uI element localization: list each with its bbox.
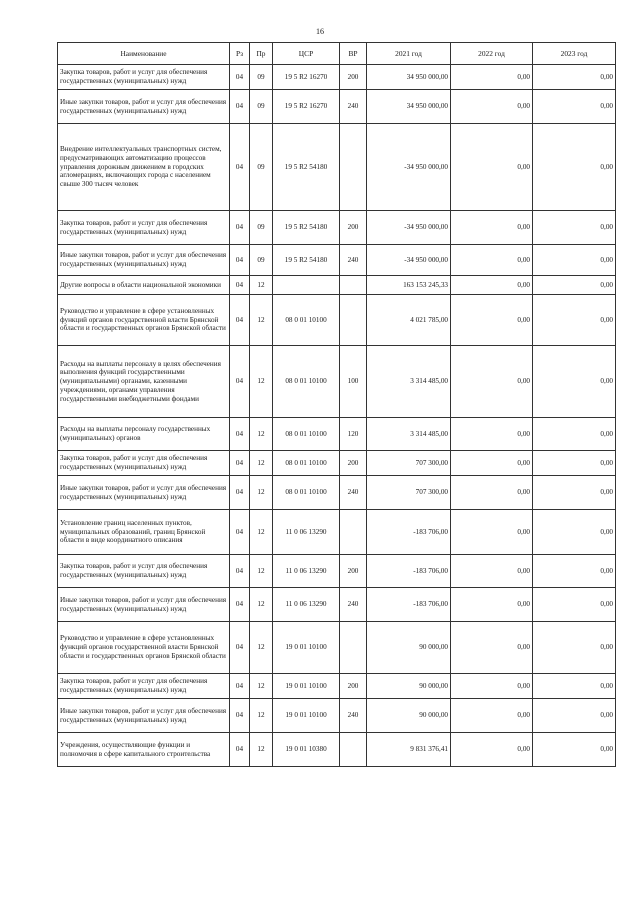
row-pr-cell: 09 xyxy=(250,90,273,124)
row-2023-cell: 0,00 xyxy=(533,674,616,699)
row-pr-cell: 09 xyxy=(250,245,273,276)
row-name-cell: Закупка товаров, работ и услуг для обеспечения государственных (муниципальных) нужд xyxy=(58,674,230,699)
row-csr-cell: 11 0 06 13290 xyxy=(273,510,340,555)
table-row xyxy=(58,65,616,90)
row-name-cell: Другие вопросы в области национальной экономики xyxy=(58,276,230,295)
row-vr-cell xyxy=(340,733,367,767)
row-2021-cell: 90 000,00 xyxy=(367,622,451,674)
row-2022-cell: 0,00 xyxy=(451,588,533,622)
row-2021-cell: 707 300,00 xyxy=(367,451,451,476)
row-name-cell: Иные закупки товаров, работ и услуг для обеспечения государственных (муниципальных) нужд xyxy=(58,476,230,510)
row-2021-cell: -183 706,00 xyxy=(367,555,451,588)
header-2023: 2023 год xyxy=(533,43,616,65)
table-row xyxy=(58,699,616,733)
row-csr-cell: 19 5 R2 16270 xyxy=(273,65,340,90)
row-vr-cell: 240 xyxy=(340,699,367,733)
row-2022-cell: 0,00 xyxy=(451,346,533,418)
row-name-cell: Расходы на выплаты персоналу в целях обеспечения выполнения функций государственными (муниципальными) органами, казенными учреждениями, органами управления государственными внебюджетными фондами xyxy=(58,346,230,418)
row-csr-cell: 19 0 01 10100 xyxy=(273,622,340,674)
row-pr-cell: 12 xyxy=(250,622,273,674)
row-rz-cell: 04 xyxy=(230,295,250,346)
header-2022: 2022 год xyxy=(451,43,533,65)
row-csr-cell: 19 0 01 10100 xyxy=(273,699,340,733)
row-2023-cell: 0,00 xyxy=(533,418,616,451)
row-rz-cell: 04 xyxy=(230,510,250,555)
row-csr-cell: 19 5 R2 54180 xyxy=(273,245,340,276)
header-rz: Рз xyxy=(230,43,250,65)
row-rz-cell: 04 xyxy=(230,622,250,674)
row-rz-cell: 04 xyxy=(230,699,250,733)
row-csr-cell: 08 0 01 10100 xyxy=(273,346,340,418)
row-csr-cell: 11 0 06 13290 xyxy=(273,588,340,622)
row-pr-cell: 12 xyxy=(250,418,273,451)
row-2023-cell: 0,00 xyxy=(533,211,616,245)
table-row xyxy=(58,733,616,767)
row-pr-cell: 09 xyxy=(250,124,273,211)
row-pr-cell: 12 xyxy=(250,674,273,699)
row-2021-cell: 4 021 785,00 xyxy=(367,295,451,346)
row-2023-cell: 0,00 xyxy=(533,346,616,418)
row-2023-cell: 0,00 xyxy=(533,276,616,295)
row-pr-cell: 12 xyxy=(250,555,273,588)
row-name-cell: Иные закупки товаров, работ и услуг для обеспечения государственных (муниципальных) нужд xyxy=(58,699,230,733)
row-vr-cell xyxy=(340,622,367,674)
row-csr-cell: 08 0 01 10100 xyxy=(273,295,340,346)
row-rz-cell: 04 xyxy=(230,674,250,699)
row-name-cell: Внедрение интеллектуальных транспортных систем, предусматривающих автоматизацию процессов управления дорожным движением в городских агломерациях, включающих города с населением свыше 300 тысяч человек xyxy=(58,124,230,211)
row-csr-cell: 19 0 01 10100 xyxy=(273,674,340,699)
row-2022-cell: 0,00 xyxy=(451,674,533,699)
row-vr-cell: 240 xyxy=(340,245,367,276)
row-rz-cell: 04 xyxy=(230,211,250,245)
row-2022-cell: 0,00 xyxy=(451,276,533,295)
row-2021-cell: 34 950 000,00 xyxy=(367,90,451,124)
row-name-cell: Закупка товаров, работ и услуг для обеспечения государственных (муниципальных) нужд xyxy=(58,211,230,245)
row-2022-cell: 0,00 xyxy=(451,418,533,451)
row-2021-cell: -34 950 000,00 xyxy=(367,245,451,276)
row-name-cell: Иные закупки товаров, работ и услуг для обеспечения государственных (муниципальных) нужд xyxy=(58,588,230,622)
row-2021-cell: -183 706,00 xyxy=(367,510,451,555)
row-vr-cell: 200 xyxy=(340,674,367,699)
row-pr-cell: 12 xyxy=(250,510,273,555)
row-csr-cell: 19 5 R2 54180 xyxy=(273,124,340,211)
table-row xyxy=(58,555,616,588)
row-2022-cell: 0,00 xyxy=(451,295,533,346)
row-2021-cell: 90 000,00 xyxy=(367,674,451,699)
row-2022-cell: 0,00 xyxy=(451,65,533,90)
row-2023-cell: 0,00 xyxy=(533,245,616,276)
row-csr-cell xyxy=(273,276,340,295)
row-vr-cell xyxy=(340,510,367,555)
row-2022-cell: 0,00 xyxy=(451,211,533,245)
table-row xyxy=(58,276,616,295)
row-2022-cell: 0,00 xyxy=(451,90,533,124)
row-name-cell: Закупка товаров, работ и услуг для обеспечения государственных (муниципальных) нужд xyxy=(58,555,230,588)
row-pr-cell: 09 xyxy=(250,211,273,245)
row-2021-cell: 34 950 000,00 xyxy=(367,65,451,90)
row-vr-cell: 240 xyxy=(340,90,367,124)
row-rz-cell: 04 xyxy=(230,588,250,622)
row-2022-cell: 0,00 xyxy=(451,245,533,276)
table-row xyxy=(58,90,616,124)
row-pr-cell: 12 xyxy=(250,295,273,346)
header-pr: Пр xyxy=(250,43,273,65)
table-row xyxy=(58,451,616,476)
header-name: Наименование xyxy=(58,43,230,65)
row-2023-cell: 0,00 xyxy=(533,65,616,90)
row-vr-cell xyxy=(340,276,367,295)
row-2023-cell: 0,00 xyxy=(533,124,616,211)
row-csr-cell: 19 5 R2 16270 xyxy=(273,90,340,124)
table-row xyxy=(58,674,616,699)
row-rz-cell: 04 xyxy=(230,276,250,295)
row-vr-cell: 200 xyxy=(340,65,367,90)
row-2023-cell: 0,00 xyxy=(533,476,616,510)
row-csr-cell: 08 0 01 10100 xyxy=(273,451,340,476)
row-2021-cell: 3 314 485,00 xyxy=(367,346,451,418)
row-2022-cell: 0,00 xyxy=(451,699,533,733)
row-vr-cell: 200 xyxy=(340,555,367,588)
table-body xyxy=(58,65,616,767)
row-pr-cell: 12 xyxy=(250,276,273,295)
row-pr-cell: 12 xyxy=(250,476,273,510)
row-name-cell: Иные закупки товаров, работ и услуг для обеспечения государственных (муниципальных) нужд xyxy=(58,90,230,124)
row-pr-cell: 09 xyxy=(250,65,273,90)
row-name-cell: Руководство и управление в сфере установленных функций органов государственной власти Брянской области и государственных органов Брянской области xyxy=(58,295,230,346)
row-name-cell: Расходы на выплаты персоналу государственных (муниципальных) органов xyxy=(58,418,230,451)
row-2022-cell: 0,00 xyxy=(451,510,533,555)
row-vr-cell: 120 xyxy=(340,418,367,451)
row-csr-cell: 08 0 01 10100 xyxy=(273,476,340,510)
table-row xyxy=(58,622,616,674)
row-2022-cell: 0,00 xyxy=(451,622,533,674)
table-row xyxy=(58,211,616,245)
row-2022-cell: 0,00 xyxy=(451,124,533,211)
row-2021-cell: 9 831 376,41 xyxy=(367,733,451,767)
row-2023-cell: 0,00 xyxy=(533,733,616,767)
row-pr-cell: 12 xyxy=(250,699,273,733)
row-2021-cell: 163 153 245,33 xyxy=(367,276,451,295)
row-rz-cell: 04 xyxy=(230,555,250,588)
row-name-cell: Руководство и управление в сфере установленных функций органов государственной власти Брянской области и государственных органов Брянской области xyxy=(58,622,230,674)
row-2023-cell: 0,00 xyxy=(533,90,616,124)
row-rz-cell: 04 xyxy=(230,451,250,476)
table-row xyxy=(58,510,616,555)
table-header-row xyxy=(58,43,616,65)
row-pr-cell: 12 xyxy=(250,346,273,418)
row-vr-cell xyxy=(340,295,367,346)
table-row xyxy=(58,346,616,418)
row-rz-cell: 04 xyxy=(230,245,250,276)
row-name-cell: Установление границ населенных пунктов, муниципальных образований, границ Брянской области в виде координатного описания xyxy=(58,510,230,555)
row-pr-cell: 12 xyxy=(250,733,273,767)
row-2021-cell: -183 706,00 xyxy=(367,588,451,622)
row-rz-cell: 04 xyxy=(230,124,250,211)
table-row xyxy=(58,245,616,276)
row-vr-cell: 100 xyxy=(340,346,367,418)
row-name-cell: Учреждения, осуществляющие функции и полномочия в сфере капитального строительства xyxy=(58,733,230,767)
row-2023-cell: 0,00 xyxy=(533,510,616,555)
row-2021-cell: 90 000,00 xyxy=(367,699,451,733)
row-csr-cell: 19 5 R2 54180 xyxy=(273,211,340,245)
row-2021-cell: -34 950 000,00 xyxy=(367,124,451,211)
table-row xyxy=(58,476,616,510)
row-rz-cell: 04 xyxy=(230,65,250,90)
row-vr-cell xyxy=(340,124,367,211)
table-row xyxy=(58,418,616,451)
row-2023-cell: 0,00 xyxy=(533,451,616,476)
row-rz-cell: 04 xyxy=(230,418,250,451)
row-2021-cell: -34 950 000,00 xyxy=(367,211,451,245)
budget-table xyxy=(57,42,616,767)
row-vr-cell: 200 xyxy=(340,451,367,476)
row-pr-cell: 12 xyxy=(250,588,273,622)
row-2022-cell: 0,00 xyxy=(451,451,533,476)
row-2023-cell: 0,00 xyxy=(533,622,616,674)
row-2022-cell: 0,00 xyxy=(451,476,533,510)
row-2023-cell: 0,00 xyxy=(533,555,616,588)
row-vr-cell: 240 xyxy=(340,588,367,622)
row-2021-cell: 3 314 485,00 xyxy=(367,418,451,451)
row-2023-cell: 0,00 xyxy=(533,699,616,733)
row-name-cell: Закупка товаров, работ и услуг для обеспечения государственных (муниципальных) нужд xyxy=(58,451,230,476)
row-csr-cell: 11 0 06 13290 xyxy=(273,555,340,588)
row-rz-cell: 04 xyxy=(230,476,250,510)
page-number: 16 xyxy=(316,27,324,36)
row-name-cell: Закупка товаров, работ и услуг для обеспечения государственных (муниципальных) нужд xyxy=(58,65,230,90)
table-row xyxy=(58,295,616,346)
table-row xyxy=(58,588,616,622)
table-row xyxy=(58,124,616,211)
row-csr-cell: 08 0 01 10100 xyxy=(273,418,340,451)
header-vr: ВР xyxy=(340,43,367,65)
row-pr-cell: 12 xyxy=(250,451,273,476)
row-vr-cell: 240 xyxy=(340,476,367,510)
row-2022-cell: 0,00 xyxy=(451,733,533,767)
row-rz-cell: 04 xyxy=(230,346,250,418)
row-name-cell: Иные закупки товаров, работ и услуг для обеспечения государственных (муниципальных) нужд xyxy=(58,245,230,276)
header-csr: ЦСР xyxy=(273,43,340,65)
row-rz-cell: 04 xyxy=(230,733,250,767)
row-2021-cell: 707 300,00 xyxy=(367,476,451,510)
row-csr-cell: 19 0 01 10380 xyxy=(273,733,340,767)
row-2023-cell: 0,00 xyxy=(533,588,616,622)
row-rz-cell: 04 xyxy=(230,90,250,124)
row-2022-cell: 0,00 xyxy=(451,555,533,588)
row-2023-cell: 0,00 xyxy=(533,295,616,346)
header-2021: 2021 год xyxy=(367,43,451,65)
row-vr-cell: 200 xyxy=(340,211,367,245)
